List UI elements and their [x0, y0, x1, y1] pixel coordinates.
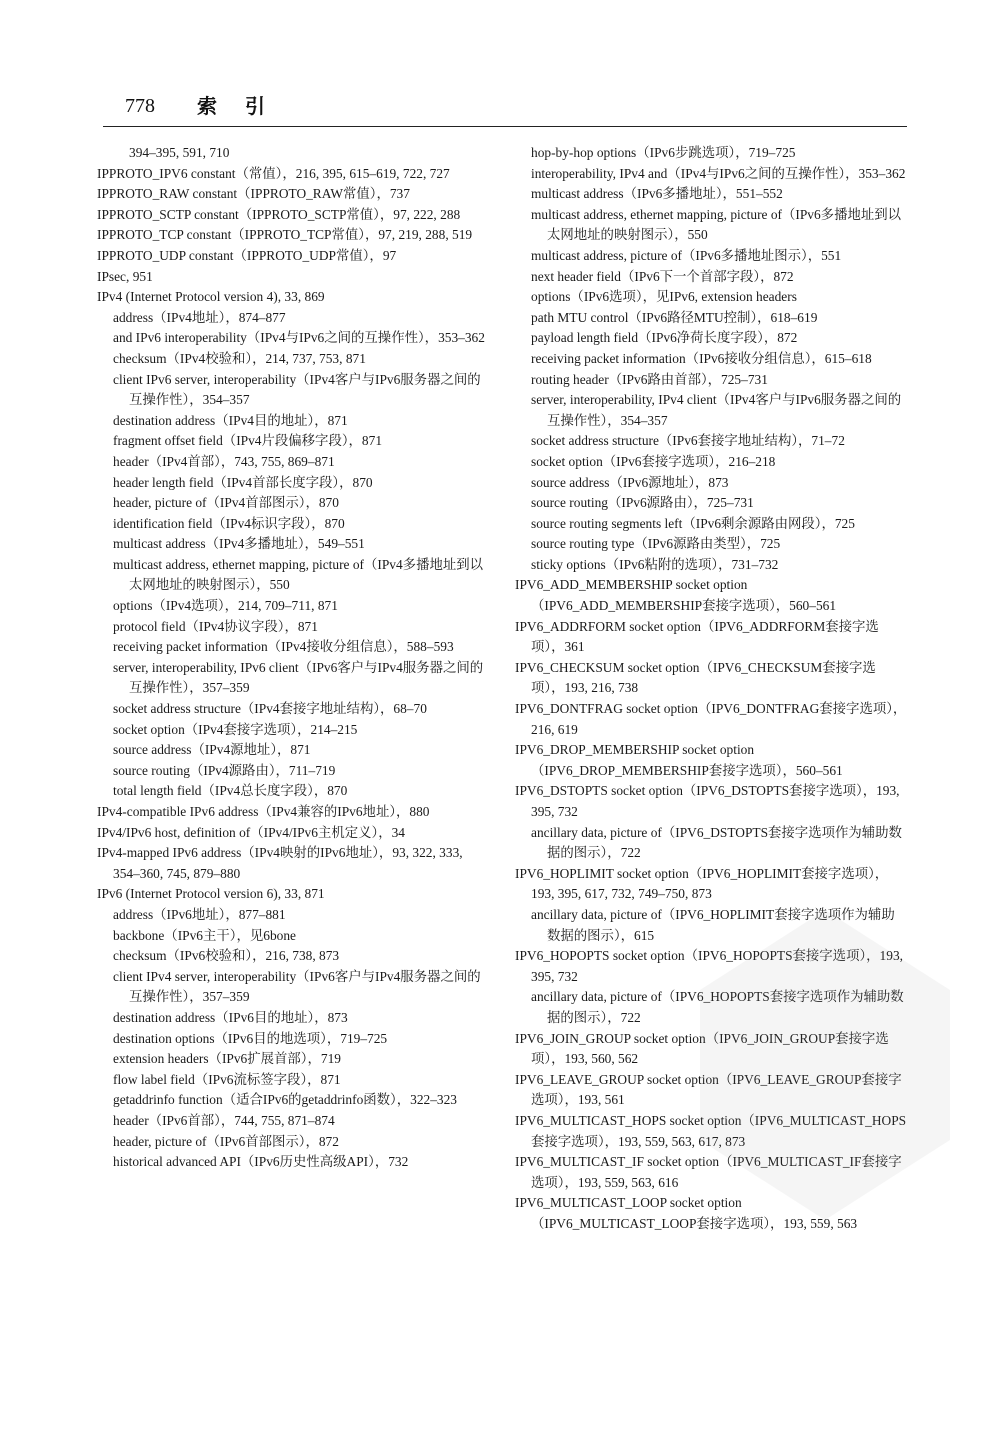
- left-index-entry: client IPv4 server, interoperability（IPv6客户与IPv4服务器之间的互操作性），357–359: [113, 968, 481, 1005]
- left-index-entry: IPv4-mapped IPv6 address（IPv4映射的IPv6地址），93, 322, 333, 354–360, 745, 879–880: [97, 845, 463, 881]
- left-index-entry: IPPROTO_SCTP constant（IPPROTO_SCTP常值），97, 222, 288: [97, 206, 461, 222]
- right-index-entry: ancillary data, picture of（IPV6_HOPOPTS套接字选项作为辅助数据的图示），722: [531, 989, 904, 1025]
- right-index-entry: source routing type（IPv6源路由类型），725: [531, 536, 781, 552]
- left-index-entry: IPPROTO_RAW constant（IPPROTO_RAW常值），737: [97, 186, 410, 202]
- left-index-entry: socket address structure（IPv4套接字地址结构），68–70: [113, 701, 427, 717]
- left-index-entry: getaddrinfo function（适合IPv6的getaddrinfo函数），322–323: [113, 1092, 458, 1108]
- right-index-entry: IPV6_DONTFRAG socket option（IPV6_DONTFRAG套接字选项），216, 619: [515, 701, 907, 737]
- left-index-entry: IPv6 (Internet Protocol version 6), 33, 871: [97, 886, 325, 902]
- left-index-entry: client IPv6 server, interoperability（IPv4客户与IPv6服务器之间的互操作性），354–357: [113, 371, 481, 408]
- index-column-right: [515, 143, 907, 1234]
- right-index-entry: path MTU control（IPv6路径MTU控制），618–619: [531, 309, 818, 325]
- left-index-entry: header（IPv6首部），744, 755, 871–874: [113, 1112, 335, 1128]
- left-index-entry: fragment offset field（IPv4片段偏移字段），871: [113, 433, 383, 449]
- right-index-entry: socket option（IPv6套接字选项），216–218: [531, 453, 776, 469]
- right-index-entry: options（IPv6选项），见IPv6, extension headers: [531, 289, 797, 305]
- left-index-entry: IPv4-compatible IPv6 address（IPv4兼容的IPv6地址），880: [97, 804, 430, 819]
- right-index-entry: next header field（IPv6下一个首部字段），872: [531, 268, 794, 284]
- left-index-entry: flow label field（IPv6流标签字段），871: [113, 1071, 341, 1087]
- left-index-entry: IPPROTO_IPV6 constant（常值），216, 395, 615–619, 722, 727: [97, 165, 450, 181]
- left-index-entry: socket option（IPv4套接字选项），214–215: [113, 721, 358, 737]
- left-index-entry: checksum（IPv6校验和），216, 738, 873: [113, 948, 340, 964]
- left-index-entry: server, interoperability, IPv6 client（IPv6客户与IPv4服务器之间的互操作性），357–359: [113, 659, 484, 696]
- right-index-entry: IPV6_LEAVE_GROUP socket option（IPV6_LEAVE_GROUP套接字选项），193, 561: [515, 1071, 902, 1108]
- left-index-entry: address（IPv4地址），874–877: [113, 309, 286, 325]
- right-index-entry: payload length field（IPv6净荷长度字段），872: [531, 330, 798, 346]
- right-index-entry: IPV6_HOPLIMIT socket option（IPV6_HOPLIMIT套接字选项），193, 395, 617, 732, 749–750, 873: [515, 865, 889, 902]
- right-index-entry: source routing segments left（IPv6剩余源路由网段），725: [531, 515, 855, 531]
- left-index-entry: header（IPv4首部），743, 755, 869–871: [113, 453, 335, 469]
- right-index-entry: source routing（IPv6源路由），725–731: [531, 495, 754, 511]
- left-index-entry: and IPv6 interoperability（IPv4与IPv6之间的互操作性），353–362: [113, 330, 485, 346]
- left-index-entry: 394–395, 591, 710: [129, 145, 230, 160]
- right-index-entry: routing header（IPv6路由首部），725–731: [531, 371, 768, 387]
- right-index-entry: IPV6_CHECKSUM socket option（IPV6_CHECKSUM套接字选项），193, 216, 738: [515, 659, 876, 696]
- left-index-entry: checksum（IPv4校验和），214, 737, 753, 871: [113, 350, 366, 366]
- right-index-entry: IPV6_DSTOPTS socket option（IPV6_DSTOPTS套接字选项），193, 395, 732: [515, 783, 900, 819]
- left-index-entry: source routing（IPv4源路由），711–719: [113, 762, 336, 778]
- left-index-entry: address（IPv6地址），877–881: [113, 906, 286, 922]
- right-index-entry: sticky options（IPv6粘附的选项），731–732: [531, 556, 779, 572]
- left-index-entry: destination address（IPv4目的地址），871: [113, 412, 348, 428]
- left-index-entry: total length field（IPv4总长度字段），870: [113, 783, 348, 799]
- right-index-entry: IPV6_JOIN_GROUP socket option（IPV6_JOIN_GROUP套接字选项），193, 560, 562: [515, 1030, 889, 1067]
- left-index-entry: multicast address（IPv4多播地址），549–551: [113, 536, 365, 552]
- left-index-entry: backbone（IPv6主干），见6bone: [113, 927, 296, 943]
- left-index-entry: destination options（IPv6目的地选项），719–725: [113, 1030, 388, 1046]
- left-index-entry: identification field（IPv4标识字段），870: [113, 515, 345, 531]
- left-index-entry: IPv4 (Internet Protocol version 4), 33, 869: [97, 289, 325, 305]
- right-index-entry: hop-by-hop options（IPv6步跳选项），719–725: [531, 145, 796, 160]
- left-index-entry: IPv4/IPv6 host, definition of（IPv4/IPv6主机定义），34: [97, 824, 405, 840]
- left-index-entry: header length field（IPv4首部长度字段），870: [113, 474, 373, 490]
- right-index-entry: interoperability, IPv4 and（IPv4与IPv6之间的互操作性），353–362: [531, 165, 906, 181]
- right-index-entry: source address（IPv6源地址），873: [531, 474, 729, 490]
- right-index-entry: IPV6_MULTICAST_HOPS socket option（IPV6_MULTICAST_HOPS套接字选项），193, 559, 563, 617, 873: [515, 1112, 907, 1149]
- left-index-entry: options（IPv4选项），214, 709–711, 871: [113, 598, 338, 614]
- left-index-entry: multicast address, ethernet mapping, picture of（IPv4多播地址到以太网地址的映射图示），550: [113, 556, 484, 593]
- page-header: [103, 92, 907, 127]
- left-index-entry: extension headers（IPv6扩展首部），719: [113, 1051, 341, 1067]
- index-column-left: [97, 143, 485, 1173]
- right-index-entry: server, interoperability, IPv4 client（IPv4客户与IPv6服务器之间的互操作性），354–357: [531, 392, 902, 428]
- right-index-entry: multicast address（IPv6多播地址），551–552: [531, 186, 783, 202]
- right-index-entry: receiving packet information（IPv6接收分组信息），615–618: [531, 350, 872, 366]
- right-index-entry: IPV6_ADDRFORM socket option（IPV6_ADDRFORM套接字选项），361: [515, 618, 879, 655]
- right-index-entry: IPV6_DROP_MEMBERSHIP socket option（IPV6_DROP_MEMBERSHIP套接字选项），560–561: [515, 742, 843, 778]
- right-index-entry: IPV6_MULTICAST_IF socket option（IPV6_MULTICAST_IF套接字选项），193, 559, 563, 616: [515, 1154, 902, 1190]
- section-title: 索引: [197, 94, 293, 118]
- left-index-entry: IPsec, 951: [97, 268, 153, 284]
- right-index-entry: IPV6_MULTICAST_LOOP socket option（IPV6_MULTICAST_LOOP套接字选项），193, 559, 563: [515, 1195, 858, 1231]
- right-index-entry: socket address structure（IPv6套接字地址结构），71–72: [531, 433, 845, 449]
- right-index-entry: IPV6_HOPOPTS socket option（IPV6_HOPOPTS套接字选项），193, 395, 732: [515, 948, 903, 984]
- left-index-entry: historical advanced API（IPv6历史性高级API），732: [113, 1154, 409, 1170]
- left-index-entry: protocol field（IPv4协议字段），871: [113, 618, 318, 634]
- right-index-entry: multicast address, ethernet mapping, picture of（IPv6多播地址到以太网地址的映射图示），550: [531, 206, 902, 243]
- right-index-entry: ancillary data, picture of（IPV6_HOPLIMIT套接字选项作为辅助数据的图示），615: [531, 906, 895, 943]
- right-index-entry: multicast address, picture of（IPv6多播地址图示），551: [531, 247, 842, 263]
- left-index-entry: IPPROTO_UDP constant（IPPROTO_UDP常值），97: [97, 247, 397, 263]
- left-index-entry: IPPROTO_TCP constant（IPPROTO_TCP常值），97, 219, 288, 519: [97, 227, 473, 243]
- left-index-entry: destination address（IPv6目的地址），873: [113, 1009, 348, 1025]
- left-index-entry: source address（IPv4源地址），871: [113, 742, 311, 758]
- left-index-entry: header, picture of（IPv4首部图示），870: [113, 495, 339, 511]
- page-number: 778: [125, 95, 155, 117]
- right-index-entry: ancillary data, picture of（IPV6_DSTOPTS套接字选项作为辅助数据的图示），722: [531, 824, 902, 861]
- left-index-entry: header, picture of（IPv6首部图示），872: [113, 1133, 339, 1149]
- left-index-entry: receiving packet information（IPv4接收分组信息），588–593: [113, 639, 454, 655]
- right-index-entry: IPV6_ADD_MEMBERSHIP socket option（IPV6_ADD_MEMBERSHIP套接字选项），560–561: [515, 577, 837, 614]
